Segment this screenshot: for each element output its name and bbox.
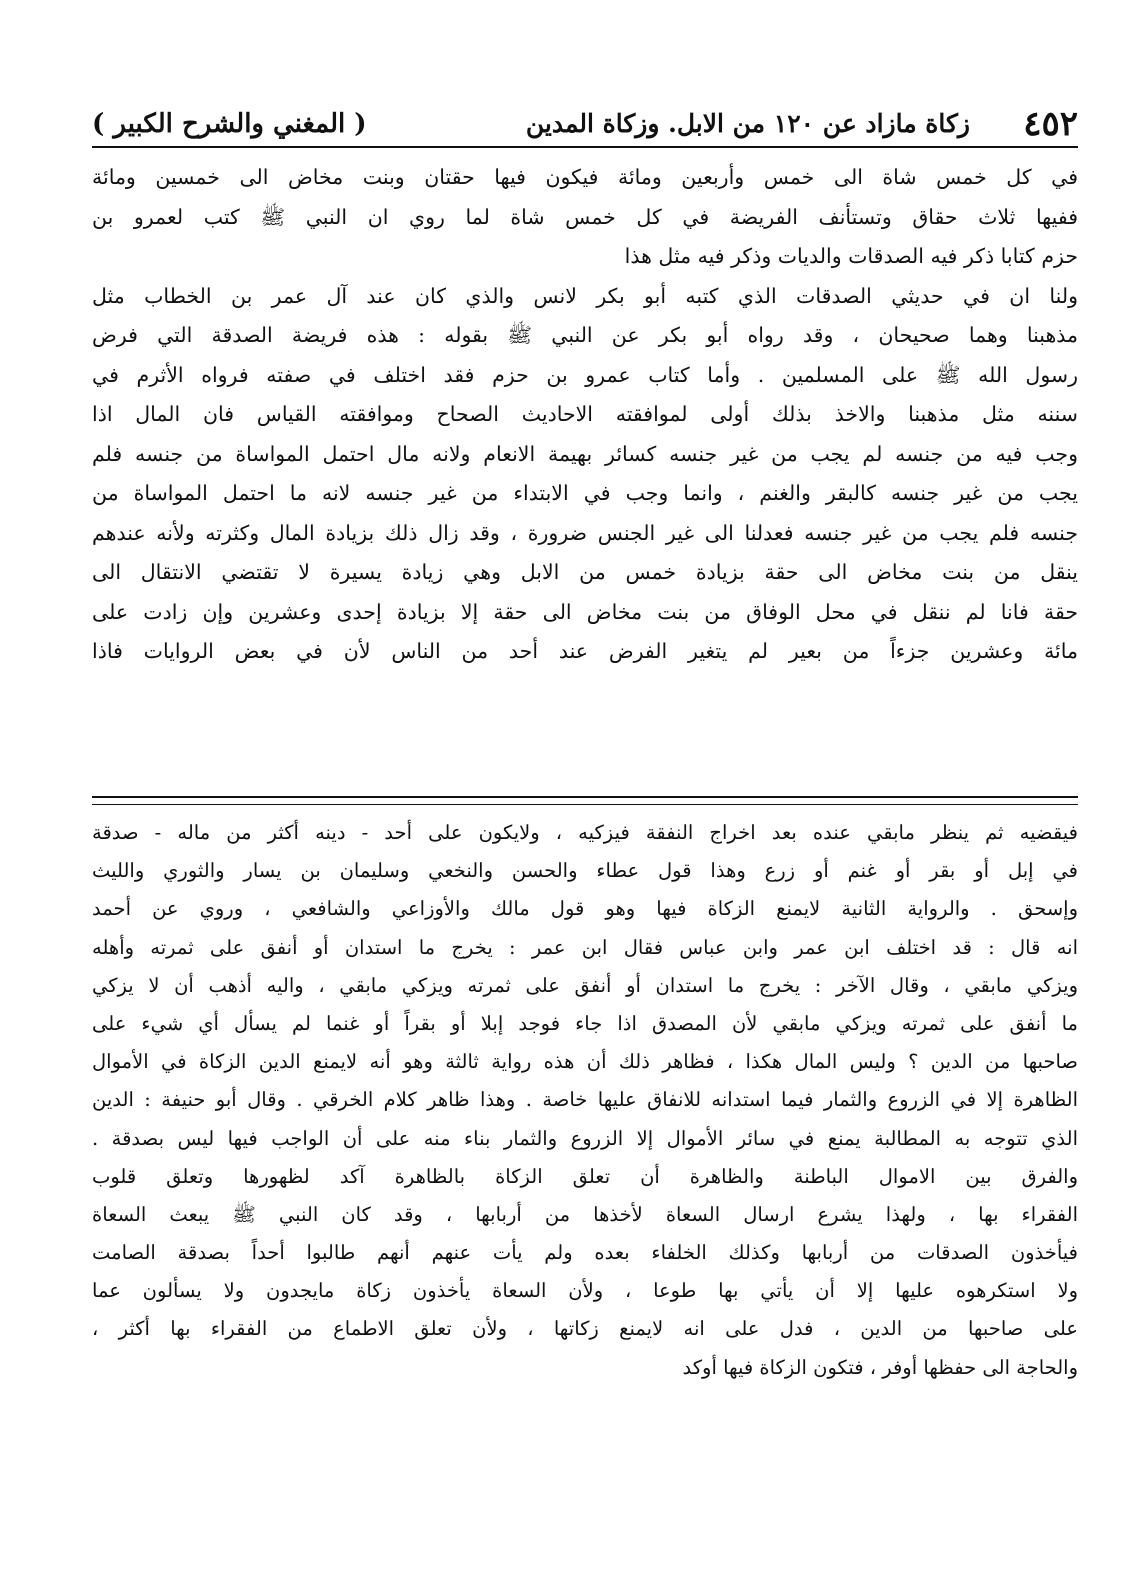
footnote-line: صاحبها من الدين ؟ وليس المال هكذا ، فظاهر ذلك أن هذه رواية ثالثة وهو أنه لايمنع الدين الزكاة في الأموال: [92, 1050, 1078, 1074]
footnote-line: في إبل أو بقر أو غنم أو زرع وهذا قول عطاء والحسن والنخعي وسليمان بن يسار والثوري والليث: [92, 859, 1078, 883]
footnote-line: وإسحق . والرواية الثانية لايمنع الزكاة فيها وهو قول مالك والأوزاعي والشافعي ، وروي عن أحمد: [92, 897, 1078, 921]
footnote-line: ولا استكرهوه عليها إلا أن يأتي بها طوعا ، ولأن السعاة يأخذون زكاة مايجدون ولا يسألون عما: [92, 1279, 1078, 1303]
footnote-line: ما أنفق على ثمرته ويزكي مابقي لأن المصدق اذا جاء فوجد إبلا أو بقراً أو غنما لم يسأل أي شيء على: [92, 1011, 1078, 1035]
footnote-separator: [92, 796, 1078, 805]
footnote-line: فيأخذون الصدقات من أربابها وكذلك الخلفاء بعده ولم يأت عنهم أنهم طالبوا أحداً بصدقة الصامت: [92, 1241, 1078, 1265]
main-text-line: رسول الله ﷺ على المسلمين . وأما كتاب عمرو بن حزم فقد اختلف في صفته فرواه الأثرم في: [92, 362, 1078, 387]
main-text-line: ففيها ثلاث حقاق وتستأنف الفريضة في كل خمس شاة لما روي ان النبي ﷺ كتب لعمرو بن: [92, 204, 1078, 229]
main-text-line: ولنا ان في حديثي الصدقات الذي كتبه أبو بكر لانس والذي كان عند آل عمر بن الخطاب مثل: [92, 283, 1078, 308]
main-text-line: حقة فانا لم ننقل في محل الوفاق من بنت مخاض الى حقة إلا بزيادة إحدى وعشرين وإن زادت على: [92, 599, 1078, 624]
book-title: ( المغني والشرح الكبير ): [92, 109, 367, 139]
main-text-line: مائة وعشرين جزءاً من بعير لم يتغير الفرض عند أحد من الناس لأن في بعض الروايات فاذا: [92, 639, 1078, 663]
main-text: [92, 158, 1078, 672]
main-text-line: وجب فيه من جنسه لم يجب من غير جنسه كسائر بهيمة الانعام ولانه مال احتمل المواساة من جنسه فلم: [92, 441, 1078, 466]
main-text-line: مذهبنا وهما صحيحان ، وقد رواه أبو بكر عن النبي ﷺ بقوله : هذه فريضة الصدقة التي فرض: [92, 323, 1078, 347]
main-text-line: يجب من غير جنسه كالبقر والغنم ، وانما وجب في الابتداء من غير جنسه لانه ما احتمل المواساة من: [92, 481, 1078, 505]
footnote-line: فيقضيه ثم ينظر مابقي عنده بعد اخراج النفقة فيزكيه ، ولايكون على أحد - دينه أكثر من ماله - صدقة: [92, 821, 1078, 844]
footnote-line: انه قال : قد اختلف ابن عمر وابن عباس فقال ابن عمر : يخرج ما استدان أو أنفق على ثمرته وأهله: [92, 935, 1078, 959]
main-text-line: سننه مثل مذهبنا والاخذ بذلك أولى لموافقته الاحاديث الصحاح وموافقته القياس فان المال اذا: [92, 402, 1078, 426]
main-text-line: حزم كتابا ذكر فيه الصدقات والديات وذكر فيه مثل هذا: [624, 244, 1078, 268]
page-header: [92, 102, 1078, 148]
footnote-line: ويزكي مابقي ، وقال الآخر : يخرج ما استدان أو أنفق على ثمرته ويزكي مابقي ، واليه أذهب أن لا يزكي: [92, 973, 1078, 997]
footnote-line: الفقراء بها ، ولهذا يشرع ارسال السعاة لأخذها من أربابها ، وقد كان النبي ﷺ يبعث السعاة: [92, 1202, 1078, 1226]
footnote-text: [92, 814, 1078, 1387]
footnote-line: والفرق بين الاموال الباطنة والظاهرة أن تعلق الزكاة بالظاهرة آكد لظهورها وتعلق قلوب: [92, 1164, 1078, 1188]
chapter-title: زكاة مازاد عن ١٢٠ من الابل. وزكاة المدين: [525, 109, 970, 138]
main-text-line: في كل خمس شاة الى خمس وأربعين ومائة فيكون فيها حقتان وبنت مخاض الى خمسين ومائة: [92, 165, 1078, 189]
page-number: ٤٥٢: [1023, 104, 1078, 144]
footnote-line: والحاجة الى حفظها أوفر ، فتكون الزكاة فيها أوكد: [682, 1355, 1078, 1379]
book-page: [92, 102, 1078, 1379]
main-text-line: جنسه فلم يجب من غير جنسه فعدلنا الى غير الجنس ضرورة ، وقد زال ذلك بزيادة المال وكثرته ولأنه عندهم: [92, 520, 1078, 545]
main-text-line: ينقل من بنت مخاض الى حقة بزيادة خمس من الابل وهي زيادة يسيرة لا تقتضي الانتقال الى: [92, 560, 1078, 584]
footnote-line: الذي تتوجه به المطالبة يمنع في سائر الأموال إلا الزروع والثمار بناء منه على أن الواجب فيها ليس بصدقة .: [92, 1126, 1078, 1150]
footnote-line: الظاهرة إلا في الزروع والثمار فيما استدانه للانفاق عليها خاصة . وهذا ظاهر كلام الخرقي . وقال أبو حنيفة : الدين: [92, 1088, 1078, 1112]
footnote-line: على صاحبها من الدين ، فدل على انه لايمنع زكاتها ، ولأن تعلق الاطماع من الفقراء بها أكثر ،: [92, 1317, 1078, 1341]
